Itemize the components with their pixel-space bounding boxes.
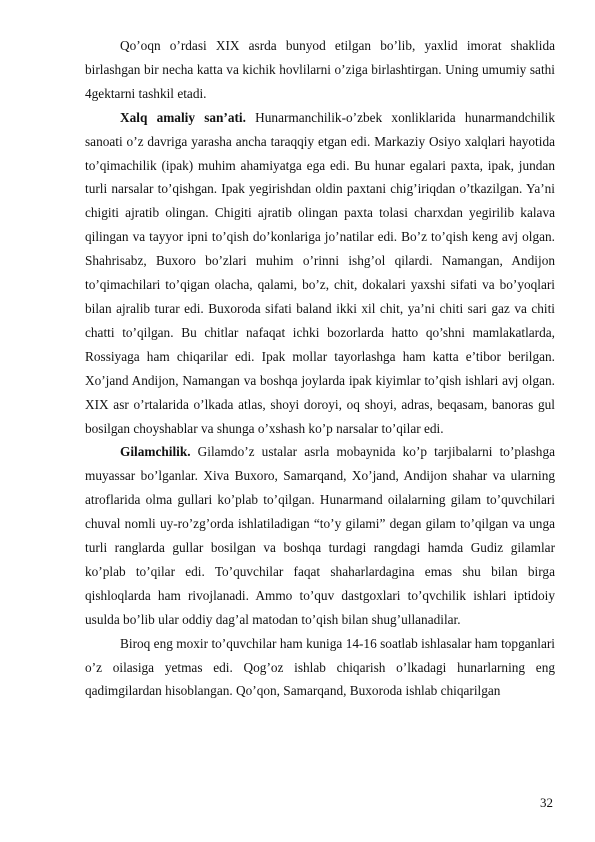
paragraph-kokand-palace xyxy=(85,34,555,106)
paragraph-heading: Xalq amaliy san’ati. xyxy=(120,109,246,125)
page-number: 32 xyxy=(540,795,553,810)
paragraph-heading: Gilamchilik. xyxy=(120,444,191,460)
paragraph-text: Hunarmanchilik-o’zbek xonliklarida hunarmandchilik sanoati o’z davriga yarasha ancha taraqqiy etgan edi. Markaziy Osiyo xalqlari hayotida to’qimachilik (ipak) muhim ahamiyatga ega edi. Bu hunar egalari paxta, ipak, jundan turli narsalar to’qishgan. Ipak yegirishdan oldin paxtani chig’iriqdan o’tkazilgan. Ya’ni chigiti ajratib olingan. Chigiti ajratib olingan paxta tolasi charxdan yegirilib kalava qilingan va tayyor ipni to’qish do’konlariga jo’natilar edi. Bo’z to’qish keng avj olgan. Shahrisabz, Buxoro bo’zlari muhim o’rinni ishg’ol qilardi. Namangan, Andijon to’qimachilari to’qigan olacha, qalami, bo’z, chit, dokalari yaxshi sifati va bo’yoqlari bilan ajralib turar edi. Buxoroda sifati baland ikki xil chit, ya’ni chiti sari gaz va chiti chatti to’qilgan. Bu chitlar nafaqat ichki bozorlarda hatto qo’shni mamlakatlarda, Rossiyaga ham chiqarilar edi. Ipak mollar tayorlashga ham katta e’tibor berilgan. Xo’jand Andijon, Namangan va boshqa joylarda ipak kiyimlar to’qish ishlari avj olgan. XIX asr o’rtalarida o’lkada atlas, shoyi doroyi, oq shoyi, adras, beqasam, banoras gul bosilgan choyshablar va shunga o’xshash ko’p narsalar to’qilar edi. xyxy=(85,109,555,436)
paragraph-weavers-paper xyxy=(85,632,555,704)
paragraph-text: Gilamdo’z ustalar asrla mobaynida ko’p tarjibalarni to’plashga muyassar bo’lganlar. Xiva Buxoro, Samarqand, Xo’jand, Andijon shahar va ularning atroflarida olma gullari ko’plab to’qilgan. Hunarmand oilalarning gilam to’quvchilari chuval nomli uy-ro’zg’orda ishlatiladigan “to’y gilami” degan gilam to’qilgan va unga turli ranglarda gullar bosilgan va boshqa turdagi rangdagi hamda Gudiz gilamlar ko’plab to’qilar edi. To’quvchilar faqat shaharlardagina emas shu bilan birga qishloqlarda ham rivojlanadi. Ammo to’quv dastgoxlari to’qvchilik ishlari iptidoiy usulda bo’lib ular oddiy dag’al matodan to’qish bilan shug’ullanadilar. xyxy=(85,444,555,627)
paragraph-carpet-weaving xyxy=(85,440,555,631)
document-page xyxy=(85,34,555,703)
paragraph-text: Biroq eng moxir to’quvchilar ham kuniga 14-16 soatlab ishlasalar ham topganlari o’z oilasiga yetmas edi. Qog’oz ishlab chiqarish o’lkadagi hunarlarning eng qadimgilardan hisoblangan. Qo’qon, Samarqand, Buxoroda ishlab chiqarilgan xyxy=(85,635,555,699)
paragraph-text: Qo’oqn o’rdasi XIX asrda bunyod etilgan bo’lib, yaxlid imorat shaklida birlashgan bir necha katta va kichik hovlilarni o’ziga birlashtirgan. Uning umumiy sathi 4gektarni tashkil etadi. xyxy=(85,38,555,101)
paragraph-folk-applied-art xyxy=(85,106,555,441)
